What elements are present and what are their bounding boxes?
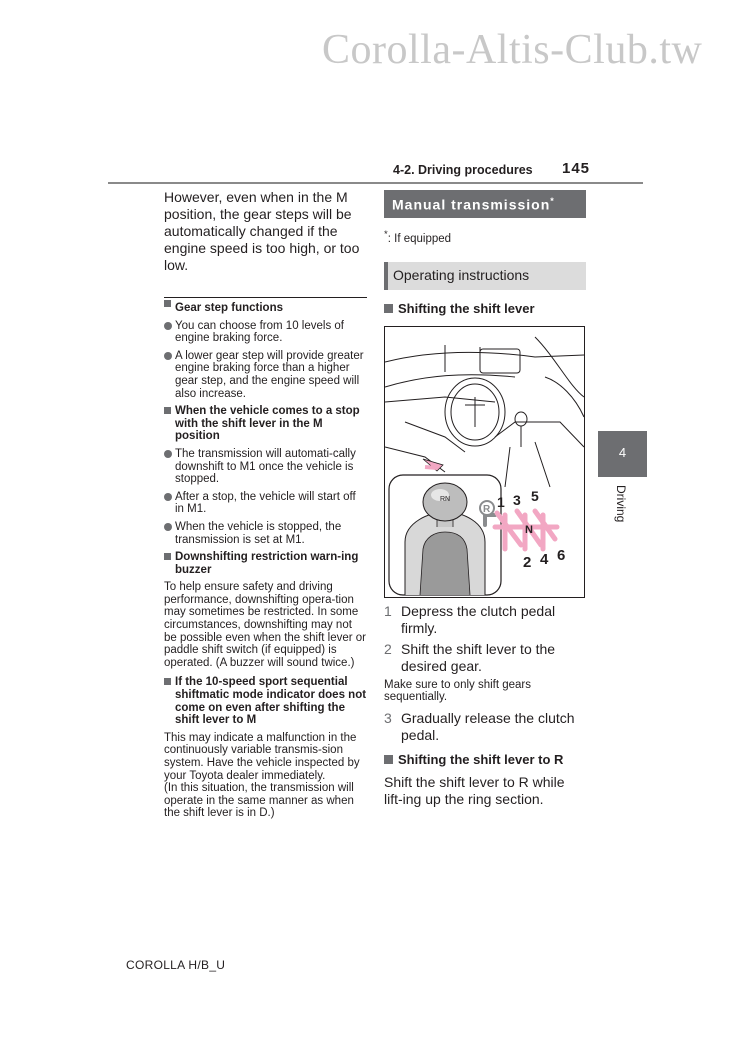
square-bullet-icon (164, 678, 171, 685)
bullet-item (164, 491, 367, 516)
buzzer-heading (164, 551, 367, 576)
svg-text:RN: RN (440, 495, 451, 503)
right-column (384, 190, 586, 808)
gear-n-label: N (525, 523, 533, 536)
square-bullet-icon (164, 300, 171, 307)
bullet-item (164, 320, 367, 345)
page-number: 145 (562, 160, 591, 177)
step-text: Shift the shift lever to the desired gear. (401, 640, 556, 674)
buzzer-heading-text: Downshifting restriction warn-ing buzzer (175, 551, 359, 576)
shift-to-r-text: Shift the shift lever to R while lift-ing up the ring section. (384, 774, 565, 808)
shift-lever-illustration (384, 326, 585, 598)
stop-heading (164, 405, 367, 443)
round-bullet-icon (164, 352, 172, 360)
step-text: Depress the clutch pedal firmly. (401, 602, 556, 636)
step-number: 3 (384, 710, 392, 727)
gear-6-label: 6 (557, 546, 566, 564)
bullet-item (164, 448, 367, 486)
step-item (384, 603, 586, 637)
stop-heading-text: When the vehicle comes to a stop with the shift lever in the M position (175, 405, 360, 443)
cockpit-shift-pattern-drawing (385, 327, 584, 597)
section-title: 4-2. Driving procedures (393, 163, 533, 177)
chapter-tab-number: 4 (598, 431, 647, 477)
indicator-heading-text: If the 10-speed sport sequential shiftmatic mode indicator does not come on even after shifting the shift lever to M (175, 676, 367, 727)
bullet-item (164, 521, 367, 546)
manual-transmission-title: Manual transmission (392, 196, 551, 213)
intro-paragraph: However, even when in the M position, the gear steps will be automatically changed if the engine speed is too high, or too low. (164, 189, 360, 273)
bullet-text: You can choose from 10 levels of engine braking force. (175, 319, 344, 345)
step-item (384, 641, 586, 675)
bullet-text: After a stop, the vehicle will start off in M1. (175, 490, 356, 516)
gear-4-label: 4 (540, 550, 549, 568)
round-bullet-icon (164, 493, 172, 501)
left-column (164, 189, 367, 827)
shift-to-r-heading (384, 752, 586, 767)
step-note: Make sure to only shift gears sequentially. (384, 678, 532, 704)
gear-5-label: 5 (531, 487, 539, 504)
square-bullet-icon (384, 755, 393, 764)
round-bullet-icon (164, 523, 172, 531)
indicator-note: (In this situation, the transmission will operate in the same manner as when the shift lever is in D.) (164, 782, 354, 820)
step-item (384, 710, 586, 744)
indicator-heading (164, 676, 367, 726)
round-bullet-icon (164, 450, 172, 458)
step-text: Gradually release the clutch pedal. (401, 710, 575, 744)
watermark: Corolla-Altis-Club.tw (322, 27, 703, 73)
step-number: 2 (384, 640, 392, 657)
footnote-asterisk: * (384, 229, 388, 240)
round-bullet-icon (164, 322, 172, 330)
square-bullet-icon (164, 407, 171, 414)
square-bullet-icon (384, 304, 393, 313)
equipped-footnote (384, 228, 586, 246)
footer-model-code: COROLLA H/B_U (126, 958, 226, 972)
bullet-text: The transmission will automati-cally downshift to M1 once the vehicle is stopped. (175, 447, 356, 486)
gear-2-label: 2 (523, 553, 532, 571)
footnote-text: : If equipped (387, 232, 452, 245)
buzzer-paragraph: To help ensure safety and driving performance, downshifting opera-tion may sometimes be restricted. In some circumstances, downshifting may not be possible even when the shift lever or paddle shift switch (if equipped) is operated. (A buzzer will sound twice.) (164, 581, 367, 669)
square-bullet-icon (164, 553, 171, 560)
asterisk-mark: * (550, 196, 555, 206)
gear-r-label: R (483, 503, 491, 515)
gear-step-heading-text: Gear step functions (175, 302, 283, 314)
shifting-heading-text: Shifting the shift lever (398, 300, 535, 316)
operating-instructions-bar: Operating instructions (384, 262, 586, 290)
step-number: 1 (384, 602, 392, 619)
shift-to-r-heading-text: Shifting the shift lever to R (398, 752, 564, 768)
bullet-text: When the vehicle is stopped, the transmission is set at M1. (175, 520, 342, 546)
steps-list (384, 603, 586, 744)
gear-3-label: 3 (513, 491, 521, 508)
manual-transmission-title-bar (384, 190, 586, 218)
bullet-text: A lower gear step will provide greater engine braking force than a higher gear step, and the engine speed will also increase. (175, 349, 364, 400)
indicator-paragraph: This may indicate a malfunction in the continuously variable transmis-sion system. Have the vehicle inspected by your Toyota dealer immediately. (164, 731, 360, 782)
chapter-tab-label: Driving (614, 485, 628, 523)
gear-1-label: 1 (497, 493, 505, 510)
header-rule (108, 182, 643, 184)
gear-step-heading (164, 297, 367, 315)
shifting-heading (384, 301, 586, 316)
bullet-item (164, 350, 367, 400)
